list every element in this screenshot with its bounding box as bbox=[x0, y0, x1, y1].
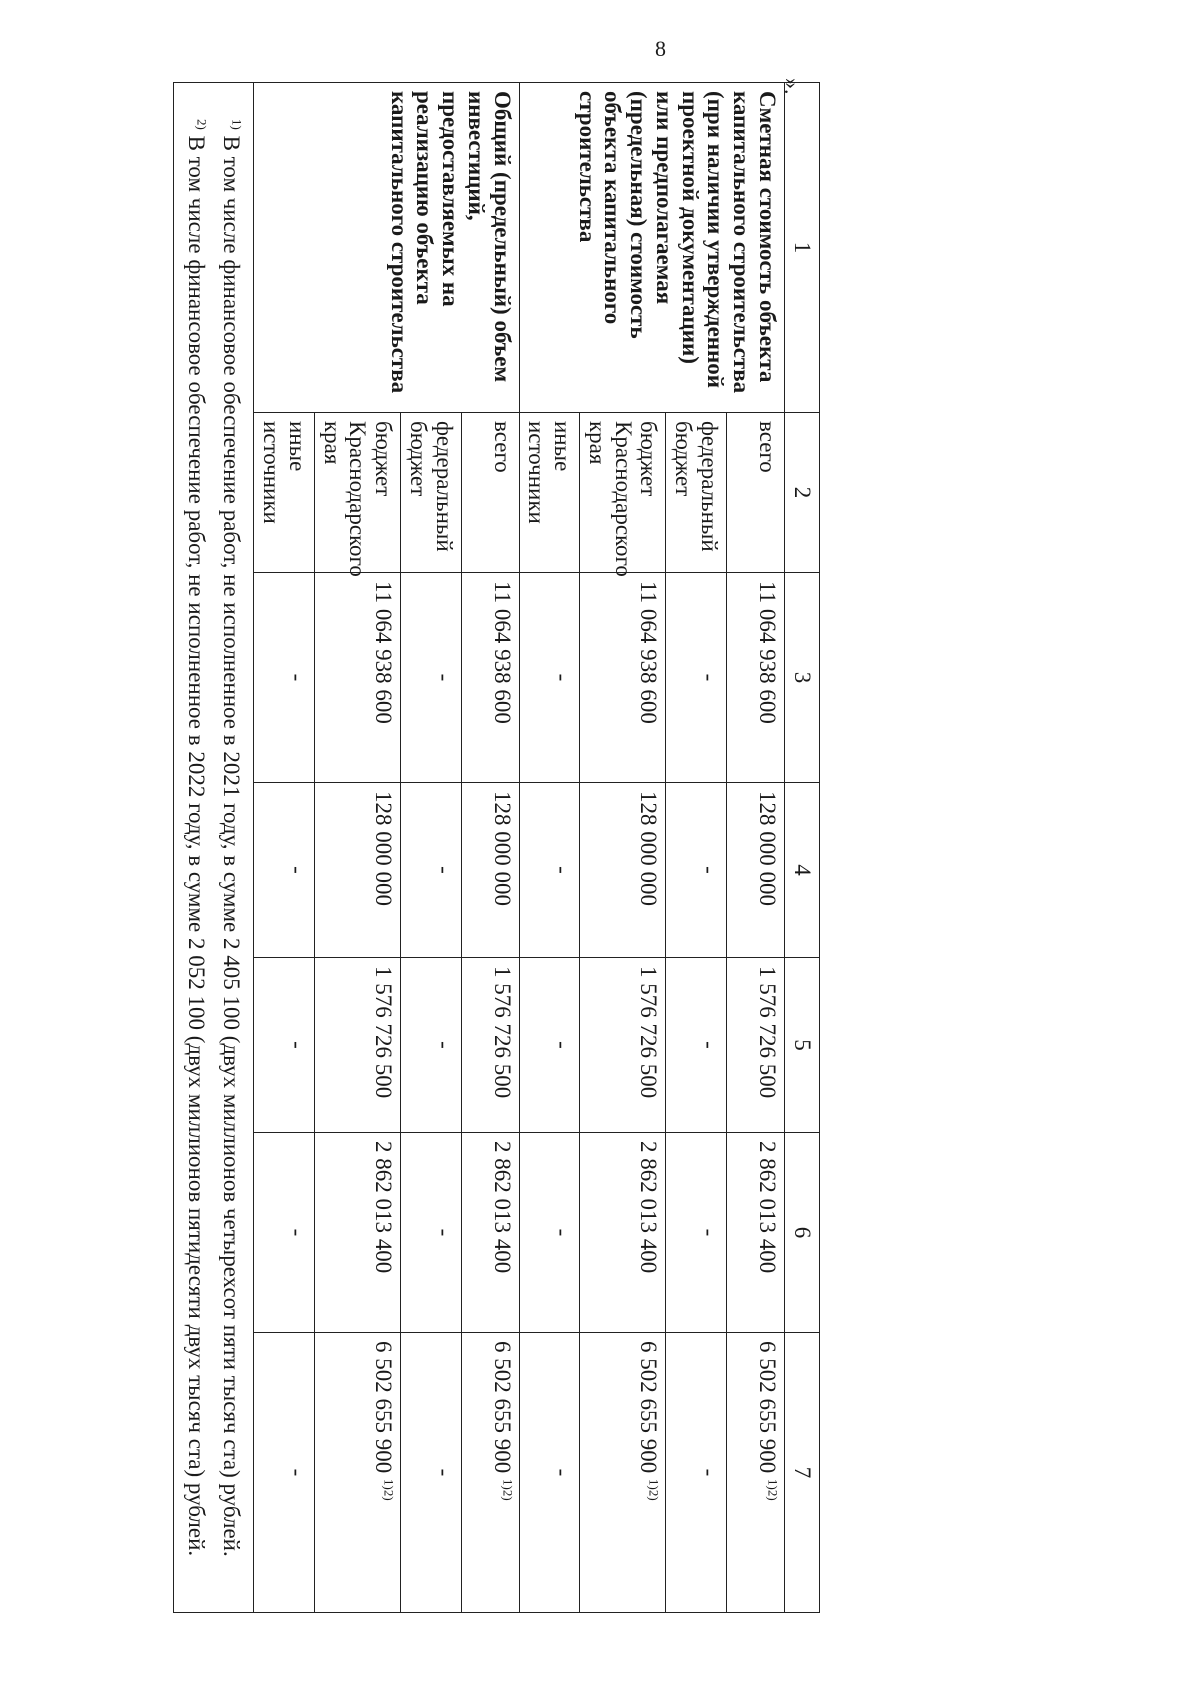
funding-source-cell: всего bbox=[727, 413, 785, 573]
footnotes-cell bbox=[174, 83, 254, 1613]
footnote-2 bbox=[178, 91, 214, 1604]
value-cell: 11 064 938 600 bbox=[580, 573, 666, 783]
page-number: 8 bbox=[655, 36, 666, 61]
value-cell: - bbox=[519, 573, 580, 783]
value-cell: 2 862 013 400 bbox=[461, 1133, 519, 1333]
value-cell: - bbox=[254, 958, 315, 1133]
value-cell: - bbox=[666, 573, 727, 783]
funding-source-cell: бюджет Краснодарского края bbox=[315, 413, 401, 573]
value-cell: 1 576 726 500 bbox=[461, 958, 519, 1133]
value-cell: - bbox=[401, 958, 462, 1133]
rotated-landscape-content bbox=[160, 82, 820, 1612]
footnote-1-text: В том числе финансовое обеспечение работ, не исполненное в 2021 году, в сумме 2 405 100 (двух миллионов четырехсот пяти тысяч ста) рублей. bbox=[219, 135, 245, 1557]
value-cell: - bbox=[666, 1333, 727, 1613]
value-cell: 11 064 938 600 bbox=[461, 573, 519, 783]
value-cell: 2 862 013 400 bbox=[727, 1133, 785, 1333]
funding-source-cell: федеральный бюджет bbox=[666, 413, 727, 573]
footnote-1-mark: 1) bbox=[230, 119, 246, 130]
value-cell: 2 862 013 400 bbox=[580, 1133, 666, 1333]
value-cell: - bbox=[254, 783, 315, 958]
value-cell: 128 000 000 bbox=[580, 783, 666, 958]
value-cell: 1 576 726 500 bbox=[315, 958, 401, 1133]
value-cell: - bbox=[519, 1133, 580, 1333]
value-cell: - bbox=[401, 1333, 462, 1613]
footnote-ref: 1)2) bbox=[500, 1479, 516, 1501]
value-cell: - bbox=[519, 783, 580, 958]
column-header: 1 bbox=[785, 83, 820, 413]
table-row bbox=[461, 83, 519, 1613]
value-text: 6 502 655 900 bbox=[755, 1341, 780, 1474]
funding-source-cell: бюджет Краснодарского края bbox=[580, 413, 666, 573]
footnote-ref: 1)2) bbox=[381, 1479, 397, 1501]
footnote-ref: 1)2) bbox=[765, 1479, 781, 1501]
value-cell: - bbox=[254, 1133, 315, 1333]
funding-source-cell: иные источники bbox=[254, 413, 315, 573]
value-cell: - bbox=[401, 783, 462, 958]
column-header: 3 bbox=[785, 573, 820, 783]
row-group-label: Общий (предельный) объем инвестиций, предоставляемых на реализацию объекта капитального строительства bbox=[254, 83, 519, 413]
table-row bbox=[727, 83, 785, 1613]
table-header-row bbox=[785, 83, 820, 1613]
value-cell: - bbox=[519, 1333, 580, 1613]
value-text: 6 502 655 900 bbox=[489, 1341, 515, 1474]
footnote-1 bbox=[214, 91, 250, 1604]
value-cell bbox=[461, 1333, 519, 1613]
footnote-2-text: В том числе финансовое обеспечение работ, не исполненное в 2022 году, в сумме 2 052 100 (двух миллионов пятидесяти двух тысяч ста) рублей. bbox=[183, 135, 209, 1557]
closing-quote-mark: ». bbox=[780, 78, 805, 95]
column-header: 5 bbox=[785, 958, 820, 1133]
value-cell bbox=[727, 1333, 785, 1613]
column-header: 4 bbox=[785, 783, 820, 958]
value-cell: 128 000 000 bbox=[315, 783, 401, 958]
value-cell: 11 064 938 600 bbox=[315, 573, 401, 783]
footnote-2-mark: 2) bbox=[194, 119, 210, 130]
value-cell: 128 000 000 bbox=[727, 783, 785, 958]
value-text: 6 502 655 900 bbox=[371, 1341, 397, 1474]
value-cell: 1 576 726 500 bbox=[727, 958, 785, 1133]
value-cell bbox=[315, 1333, 401, 1613]
funding-source-cell: иные источники bbox=[519, 413, 580, 573]
value-cell: 11 064 938 600 bbox=[727, 573, 785, 783]
funding-source-cell: всего bbox=[461, 413, 519, 573]
value-cell: 2 862 013 400 bbox=[315, 1133, 401, 1333]
value-cell: - bbox=[254, 1333, 315, 1613]
value-cell: - bbox=[666, 783, 727, 958]
row-group-label: Сметная стоимость объекта капитального строительства (при наличии утвержденной проектной документации) или предполагаемая (предельная) стоимость объекта капитального строительства bbox=[519, 83, 784, 413]
value-cell: 1 576 726 500 bbox=[580, 958, 666, 1133]
value-cell: - bbox=[254, 573, 315, 783]
footnotes-row bbox=[174, 83, 254, 1613]
value-cell bbox=[580, 1333, 666, 1613]
footnote-ref: 1)2) bbox=[647, 1479, 663, 1501]
value-cell: - bbox=[666, 958, 727, 1133]
value-text: 6 502 655 900 bbox=[636, 1341, 662, 1474]
financing-table bbox=[173, 82, 820, 1613]
value-cell: - bbox=[401, 573, 462, 783]
value-cell: - bbox=[401, 1133, 462, 1333]
value-cell: - bbox=[519, 958, 580, 1133]
value-cell: - bbox=[666, 1133, 727, 1333]
column-header: 6 bbox=[785, 1133, 820, 1333]
value-cell: 128 000 000 bbox=[461, 783, 519, 958]
funding-source-cell: федеральный бюджет bbox=[401, 413, 462, 573]
column-header: 7 bbox=[785, 1333, 820, 1613]
column-header: 2 bbox=[785, 413, 820, 573]
